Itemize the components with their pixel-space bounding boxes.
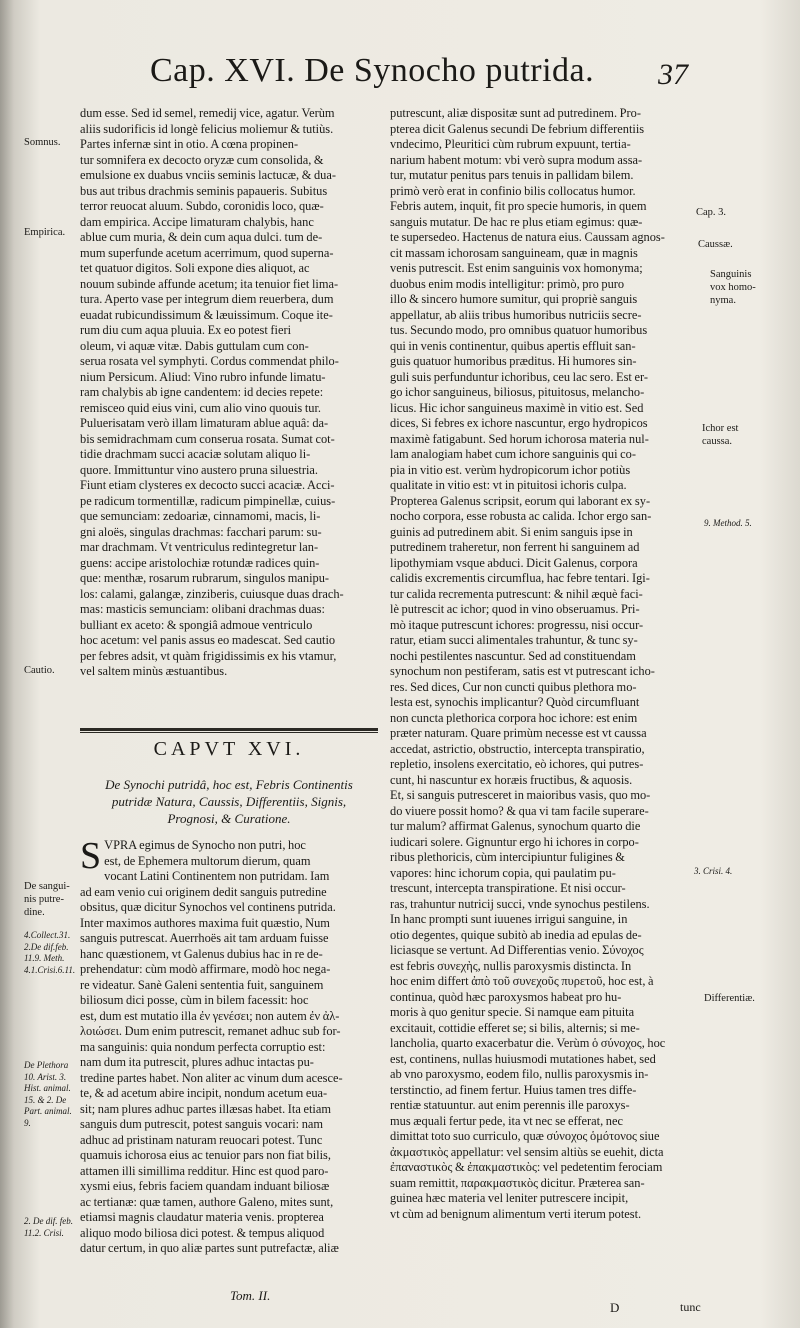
text-line: do viuere possit homo? & qua vi tam facile superare-: [390, 803, 649, 818]
margin-note-somnus: Somnus.: [24, 137, 61, 148]
text-line: Puluerisatam verò illam limaturam ablue aquâ: da-: [80, 416, 329, 430]
text-line: ablue cum muria, & dein cum aqua dulci. tum de-: [80, 230, 323, 244]
chapter-title: CAPVT XVI.: [153, 738, 305, 760]
margin-note-refs2: De Plethora 10. Arist. 3. Hist. animal. 15. & 2. De Part. animal. 9.: [24, 1060, 72, 1128]
text-line: aliquo modo biliosa dici potest. & tempus aliquod: [80, 1225, 325, 1240]
text-line: biliosum dici posse, cùm in bilem facessit: hoc: [80, 993, 309, 1007]
text-line: que semunciam: zedoariæ, cinnamomi, macis, li-: [80, 509, 321, 523]
text-line: sanguis mutatur. De hac re plus etiam egimus: quæ-: [390, 214, 643, 229]
text-line: illo & sincero humore sumitur, qui propriè sanguis: [390, 292, 638, 306]
section-rule-thin: [80, 732, 378, 733]
text-line: VPRA egimus de Synocho non putri, hoc: [104, 838, 306, 852]
margin-note-ichor: Ichor est caussa.: [702, 423, 739, 447]
text-line: tur malum? affirmat Galenus, synochum quarto die: [390, 819, 641, 833]
margin-note-sanguinis: De sangui- nis putre- dine.: [24, 881, 70, 918]
left-column-top: [80, 106, 378, 680]
text-line: lancholia, quarto exacerbatur die. Verùm ὁ σύνοχος, hoc: [390, 1036, 666, 1050]
text-line: rentiæ statuuntur. aut enim perennis ille paroxys-: [390, 1098, 630, 1112]
text-line: narium habent motum: vbi verò supra modum assa-: [390, 152, 643, 167]
text-line: guens: accipe aristolochiæ rotundæ radices quin-: [80, 555, 320, 570]
text-line: tet quatuor digitos. Soli expone dies aliquot, ac: [80, 261, 310, 275]
margin-note-empirica: Empirica.: [24, 227, 66, 238]
text-line: qui in venis continentur, quibus apertis effluit san-: [390, 338, 636, 353]
text-line: dices, Si febres ex ichore nascuntur, ergo hydropicos: [390, 416, 648, 430]
text-line: tus. Secundo modo, pro omnibus quatuor humoribus: [390, 323, 648, 337]
text-line: synochum non pestiferam, satis est vt putrescant icho-: [390, 664, 655, 678]
right-column: [390, 106, 690, 1222]
text-line: remisceo quid eius vini, cum alio vino quouis tur.: [80, 400, 322, 415]
text-line: attamen illi simillima redditur. Hinc est quod paro-: [80, 1163, 329, 1178]
text-line: sit; nam plures adhuc partes illæsas habet. Ita etiam: [80, 1101, 331, 1116]
text-line: aliis sudorificis id longè felicius moliemur & tutiùs.: [80, 121, 334, 136]
text-line: Et, si sanguis putresceret in maioribus vasis, quo mo-: [390, 788, 651, 802]
text-line: gni aloës, singulas drachmas: facchari parum: su-: [80, 524, 322, 539]
text-line: nochi pestilentes nascuntur. Sed ad constituendam: [390, 648, 636, 663]
text-line: guinea hæc materia vel leniter putrescere incipit,: [390, 1191, 629, 1205]
text-line: serua rosata vel symphyti. Cordus commendat philo-: [80, 354, 339, 368]
margin-note-cap3: Cap. 3.: [696, 207, 727, 218]
text-line: Febris autem, inquit, fit pro specie humoris, in quem: [390, 199, 647, 213]
text-line: sanguis dum putrescit, potest sanguis vocari: nam: [80, 1117, 324, 1131]
text-line: nouum subinde affunde acetum; ita tenuior fiet lima-: [80, 276, 339, 291]
text-line: guinis ad putredinem abit. Si enim sanguis ipse in: [390, 524, 633, 539]
text-line: que: menthæ, rosarum rubrarum, singulos manipu-: [80, 571, 330, 585]
text-line: re videatur. Sanè Galeni sententia fuit, sanguinem: [80, 977, 324, 992]
text-line: nocho corpora, esse robusta ac calida. Ichor ergo san-: [390, 509, 652, 523]
text-line: res. Sed dices, Cur non cuncti quibus plethora mo-: [390, 679, 637, 694]
text-line: pia in vitio est. verùm hydropicorum ichor potiùs: [390, 462, 631, 477]
text-line: est, dum est mutatio illa ἐν γενέσει; non autem ἐν ἀλ-: [80, 1008, 340, 1023]
text-line: oleum, vi aquæ vitæ. Dabis guttulam cum con-: [80, 338, 309, 353]
margin-note-refs3: 2. De dif. feb. 11.2. Crisi.: [24, 1216, 73, 1238]
text-line: tredine partes habet. Non aliter ac vinum dum acesce-: [80, 1070, 343, 1085]
text-line: dimittat toto suo curriculo, quæ σύνοχος ὁμότονος siue: [390, 1129, 660, 1143]
text-line: per febres adsit, vt quàm frigidissimis ex his vtamur,: [80, 648, 337, 663]
text-line: mus æquali fertur pede, ita vt nec se efferat, nec: [390, 1113, 624, 1128]
margin-note-crisi: 3. Crisi. 4.: [694, 866, 733, 876]
text-line: te supersedeo. Hactenus de natura eius. Caussam agnos-: [390, 230, 665, 244]
text-line: Fiunt etiam clysteres ex decocto succi acaciæ. Acci-: [80, 478, 335, 492]
text-line: guli suis perfunduntur ichoribus, ceu lac sero. Est er-: [390, 369, 648, 384]
text-line: obsitus, quæ dicitur Synochos vel continens putrida.: [80, 900, 336, 914]
text-line: tura. Aperto vase per integrum diem reuerbera, dum: [80, 292, 334, 306]
text-line: calidis excrementis circumflua, hac febre tentari. Igi-: [390, 571, 650, 585]
text-line: ἀκμαστικὸς appellatur: vel sensim altiùs se euehit, dicta: [390, 1144, 664, 1159]
text-line: nium Persicum. Aliud: Vino rubro infunde limatu-: [80, 369, 326, 384]
text-line: rum diu cum aqua pluuia. Ex eo potest fieri: [80, 323, 292, 337]
text-line: dum esse. Sed id semel, remedij vice, agatur. Verùm: [80, 106, 335, 120]
text-line: etiamsi magnis claudatur materia venis. propterea: [80, 1210, 324, 1224]
text-line: tur calida recrementa putrescunt: & nihil æquè faci-: [390, 586, 643, 601]
text-line: mum superfunde acetum acerrimum, quod superna-: [80, 245, 334, 260]
margin-note-method: 9. Method. 5.: [704, 518, 752, 528]
text-line: Propterea Galenus scripsit, eorum qui laborant ex sy-: [390, 493, 651, 508]
text-line: go ichor sanguineus, biliosus, pituitosus, melancho-: [390, 385, 645, 399]
running-head: Cap. XVI. De Synocho putrida.: [150, 52, 595, 89]
margin-note-differentiae: Differentiæ.: [704, 993, 755, 1004]
text-line: Inter maximos authores maxima fuit quæstio, Num: [80, 915, 330, 930]
text-line: quamuis ichorosa eius ac tenuior pars non fiat bilis,: [80, 1148, 331, 1162]
text-line: lè putrescit ac ichor; quod in vino obseruamus. Pri-: [390, 602, 640, 616]
text-line: nam dum ita putrescit, plures adhuc intactas pu-: [80, 1055, 314, 1069]
text-line: vocant Latini Continentem non putridam. Iam: [104, 869, 330, 883]
text-line: lesta est, synochis implicantur? Quòd circumfluant: [390, 695, 640, 709]
text-line: pe radicum tormentillæ, radicum pimpinellæ, cuius-: [80, 493, 336, 508]
text-line: hoc enim differt ἀπὸ τοῦ συνεχοῦς πυρετοῦ, hoc est, à: [390, 974, 654, 988]
text-line: hoc acetum: vel panis assus eo madescat. Sed cautio: [80, 633, 336, 647]
text-line: tur somnifera ex decocto oryzæ cum consolida, &: [80, 152, 324, 167]
text-line: sanguis putrescat. Auerrhoës ait tam arduam fuisse: [80, 931, 329, 945]
text-line: cit massam ichorosam sanguineam, quæ in magnis: [390, 245, 638, 260]
text-line: repletio, insolens exercitatio, eò ichores, qui putres-: [390, 757, 644, 771]
text-line: vapores: hinc ichorum copia, qui paulatim pu-: [390, 865, 616, 880]
text-line: excitauit, cottidie efferet se; si bilis, alternis; si me-: [390, 1020, 640, 1035]
text-line: te, & ad acetum abire incipit, nondum acetum eua-: [80, 1086, 328, 1100]
text-line: bis semidrachmam cum conserua rosata. Sumat cot-: [80, 431, 335, 446]
text-line: trescunt, intercepta transpiratione. Et nisi occur-: [390, 881, 626, 895]
text-line: lam analogiam habet cum ichore sanguinis qui co-: [390, 447, 636, 461]
text-line: vndecimo, Pleuritici cùm rubrum expuunt, tertia-: [390, 137, 631, 151]
text-line: qualitate in vitio est: vt in pituitosi ichoris culpa.: [390, 478, 627, 492]
text-line: bus aut tribus drachmis seminis papaueris. Subitus: [80, 183, 328, 198]
text-line: guis quatuor humoribus præditus. Hi humores sin-: [390, 354, 637, 368]
margin-note-refs1: 4.Collect.31. 2.De dif.feb. 11.9. Meth. 4.1.Crisi.6.11.: [24, 930, 76, 975]
margin-note-sanguinis-vox: Sanguinis vox homo- nyma.: [710, 269, 756, 306]
text-line: duobus enim modis intelligitur: primò, pro puro: [390, 276, 625, 291]
volume-mark: Tom. II.: [230, 1288, 271, 1303]
text-line: ribus plethoricis, cùm intercipiuntur fuligines &: [390, 850, 625, 864]
text-line: adhuc ad pristinam naturam reuocari potest. Tunc: [80, 1132, 323, 1147]
text-line: licus. Hic ichor sanguineus maximè in vitio est. Sed: [390, 400, 644, 415]
text-line: appellatur, ab aliis tribus humoribus nutriciis secre-: [390, 307, 642, 322]
text-line: est febris συνεχὴς, nullis paroxysmis distincta. In: [390, 958, 632, 973]
text-line: liciasque se vertunt. Ad Differentias venio. Σύνοχος: [390, 943, 644, 957]
subtitle-line: putridæ Natura, Caussis, Differentiis, Signis,: [111, 794, 347, 809]
catchword: tunc: [680, 1300, 701, 1314]
text-line: putredinem traheretur, non ferrent hi sanguinem ad: [390, 540, 640, 554]
text-line: vel saltem minùs æstuantibus.: [80, 664, 228, 678]
text-line: suam remittit, παρακμαστικὸς dicitur. Præterea san-: [390, 1175, 645, 1190]
text-line: est, continens, nullas huiusmodi mutationes habet, sed: [390, 1051, 656, 1066]
subtitle-line: Prognosi, & Curatione.: [167, 811, 291, 826]
text-line: terror reuocat aluum. Subdo, coronidis loco, quæ-: [80, 199, 324, 213]
text-line: maximè fatigabunt. Sed horum ichorosa materia nul-: [390, 431, 649, 446]
text-line: putrescunt, aliæ dispositæ sunt ad putredinem. Pro-: [390, 106, 641, 120]
text-line: emulsione ex duabus vnciis seminis lactucæ, & dua-: [80, 168, 336, 182]
text-line: accedat, astrictio, obstructio, intercepta transpiratio,: [390, 741, 645, 756]
text-line: ras, trahuntur nutricij succi, vnde synochus pestilens.: [390, 896, 650, 911]
left-bottom-text: [80, 835, 378, 1257]
text-line: venis putrescit. Est enim sanguinis vox homonyma;: [390, 261, 643, 275]
text-line: tidie drachmam succi acaciæ solutam aliquo li-: [80, 447, 311, 461]
text-line: λοιώσει. Dum enim putrescit, remanet adhuc sub for-: [80, 1024, 341, 1038]
margin-note-caussa: Caussæ.: [698, 239, 733, 250]
text-line: tur, mutatur penitus pars tenuis in pallidam bilem.: [390, 168, 634, 182]
text-line: pterea dicit Galenus secundi De febrium differentiis: [390, 121, 645, 136]
subtitle-line: De Synochi putridâ, hoc est, Febris Continentis: [105, 777, 353, 792]
text-line: ad eam venio cui originem dedit sanguis putredine: [80, 884, 327, 899]
text-line: lipothymiam vsque abduci. Dicit Galenus, corpora: [390, 555, 638, 570]
text-line: hanc quæstionem, vt Galenus dubius hac in re de-: [80, 946, 323, 961]
text-line: ab vno paroxysmo, eodem filo, nullis paroxysmis in-: [390, 1067, 649, 1081]
text-line: ac tertianæ: quæ tamen, authore Galeno, mites sunt,: [80, 1194, 334, 1209]
text-line: terstinctio, ad finem fertur. Huius tamen tres diffe-: [390, 1082, 637, 1097]
text-line: datur certum, in quo aliæ partes sunt putrefactæ, aliæ: [80, 1241, 339, 1255]
chapter-subtitle: [80, 776, 378, 827]
text-line: non cuncta plethorica corpora hoc ichore: est enim: [390, 710, 638, 725]
text-line: moris à quo genitur specie. Si namque eam pituita: [390, 1005, 635, 1019]
text-line: iudicari solere. Gignuntur ergo hi ichores in corpo-: [390, 834, 639, 849]
text-line: In hanc prompti sunt iuuenes irrigui sanguine, in: [390, 912, 628, 926]
margin-note-cautio: Cautio.: [24, 665, 55, 676]
drop-cap: S: [80, 835, 102, 877]
text-line: ἐπαναστικὸς & ἐπακμαστικὸς: vel pedetentim ferociam: [390, 1160, 663, 1174]
section-rule: [80, 728, 378, 731]
page-number: 37: [658, 58, 688, 91]
text-line: bulliant ex aceto: & spongiâ admoue ventriculo: [80, 617, 313, 632]
text-line: quore. Immittuntur vino austero pruna siluestria.: [80, 462, 319, 477]
text-line: primò verò erat in confinio bilis collocatus humor.: [390, 183, 636, 198]
text-line: ram chalybis ab igne candentem: id decies repete:: [80, 385, 324, 399]
text-line: mar drachmam. Vt ventriculus redintegretur lan-: [80, 540, 319, 554]
text-line: vt cùm ad benignum alimentum verti iterum potest.: [390, 1206, 642, 1221]
text-line: euadat rubicundissimum & læuissimum. Coque ite-: [80, 307, 333, 322]
text-line: mas: masticis semunciam: olibani drachmas duas:: [80, 602, 325, 616]
text-line: cunt, hi nascuntur ex horæis fructibus, & aquosis.: [390, 772, 633, 787]
text-line: mò itaque putrescunt ichores: progressu, nisi occur-: [390, 617, 644, 632]
text-line: dam empirica. Accipe limaturam chalybis, hanc: [80, 214, 314, 229]
text-line: xysmi eius, febris faciem quandam induant biliosæ: [80, 1179, 330, 1193]
text-line: otio degentes, quique subitò ab inedia ad epulas de-: [390, 927, 642, 942]
text-line: los: calami, galangæ, zinziberis, cuiusque duas drach-: [80, 586, 344, 601]
text-line: præter naturam. Quare primùm necesse est vt caussa: [390, 726, 647, 740]
text-line: continua, quòd hæc paroxysmos habeat pro hu-: [390, 989, 622, 1004]
text-line: ma sanguinis: quia nondum perfecta corruptio est:: [80, 1039, 326, 1054]
text-line: Partes infernæ sint in otio. A cœna propinen-: [80, 137, 299, 151]
text-line: est, de Ephemera multorum dierum, quam: [104, 853, 311, 868]
signature-mark: D: [610, 1300, 620, 1315]
text-line: ratur, etiam succi alimentales trahuntur, & tunc sy-: [390, 633, 638, 647]
text-line: prehendatur: cùm modò affirmare, modò hoc nega-: [80, 962, 331, 976]
left-column-bottom: [80, 835, 378, 1257]
